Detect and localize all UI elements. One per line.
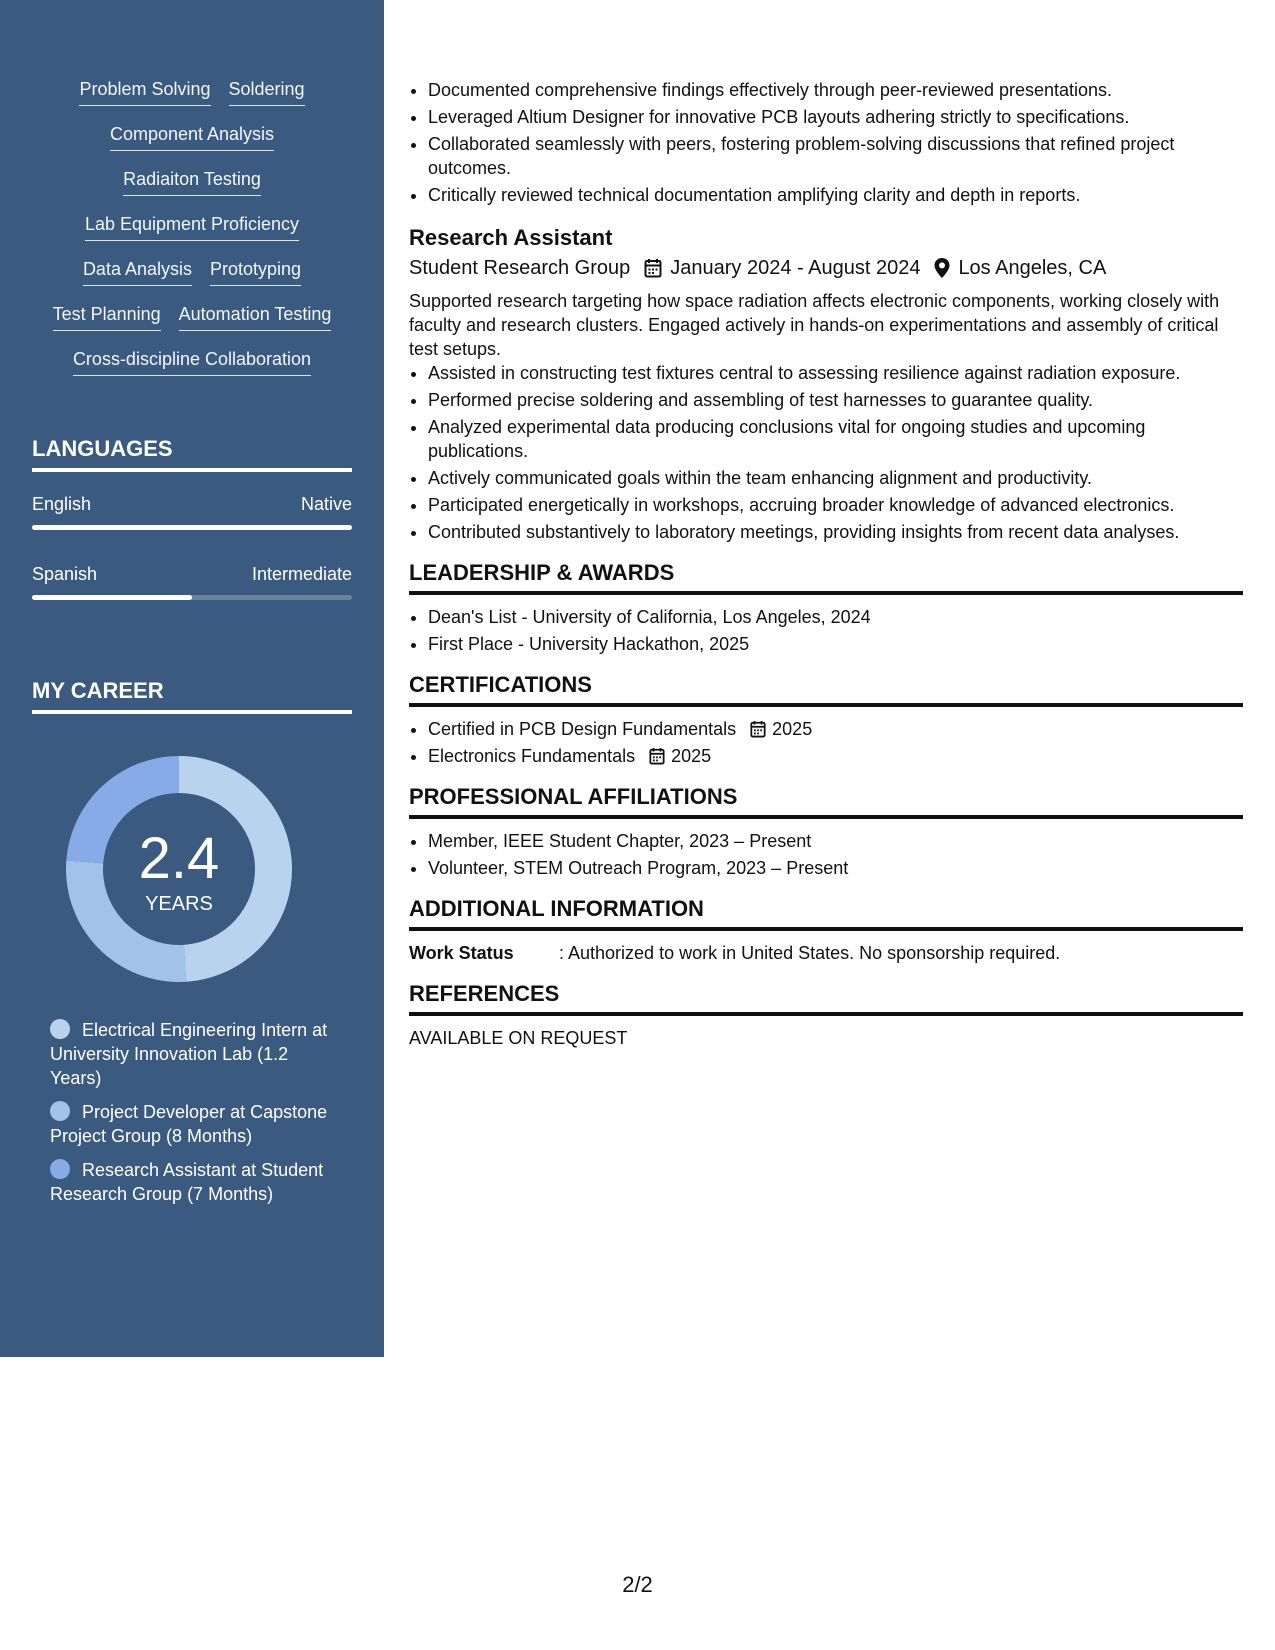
skill-row — [0, 213, 384, 241]
certification-year: 2025 — [772, 719, 813, 739]
calendar-icon — [644, 258, 662, 278]
language-name: Spanish — [32, 564, 98, 584]
job-company: Student Research Group — [409, 257, 631, 279]
language-bar — [32, 595, 352, 600]
languages-heading: LANGUAGES — [32, 436, 352, 472]
skill-row — [0, 348, 384, 376]
job-bullets — [409, 361, 1243, 544]
references-heading: REFERENCES — [409, 979, 1243, 1016]
location-pin-icon — [934, 258, 950, 278]
job-title: Research Assistant — [409, 225, 613, 250]
affiliation-item: • Volunteer, STEM Outreach Program, 2023 – Present — [428, 856, 1243, 880]
career-legend-label: Electrical Engineering Intern at University Innovation Lab (1.2 Years) — [50, 1020, 328, 1088]
calendar-icon — [750, 720, 766, 738]
job-location: Los Angeles, CA — [958, 257, 1107, 279]
skill-tag: Test Planning — [53, 303, 161, 331]
language-level: Intermediate — [251, 564, 352, 584]
language-bar — [32, 525, 352, 530]
career-legend-item — [50, 1158, 340, 1206]
skills-list — [0, 78, 384, 393]
language-bar-fill — [32, 595, 192, 600]
skill-tag: Automation Testing — [179, 303, 332, 331]
certification-item — [428, 744, 1243, 768]
sidebar — [0, 0, 384, 1357]
skill-row — [0, 123, 384, 151]
career-legend-label: Project Developer at Capstone Project Group (8 Months) — [50, 1102, 328, 1146]
prev-job-bullets — [409, 78, 1243, 207]
award-item: • First Place - University Hackathon, 2025 — [428, 632, 1243, 656]
skill-tag: Soldering — [229, 78, 305, 106]
work-status-row — [409, 941, 1243, 965]
awards-heading: LEADERSHIP & AWARDS — [409, 558, 1243, 595]
legend-dot-icon — [50, 1101, 70, 1121]
legend-dot-icon — [50, 1159, 70, 1179]
career-donut-chart — [66, 756, 292, 982]
skill-tag: Data Analysis — [83, 258, 192, 286]
career-total-unit: YEARS — [145, 893, 213, 915]
legend-dot-icon — [50, 1019, 70, 1039]
additional-info-heading: ADDITIONAL INFORMATION — [409, 894, 1243, 931]
bullet-item: • Leveraged Altium Designer for innovative PCB layouts adhering strictly to specifications. — [428, 105, 1243, 129]
language-item — [32, 564, 352, 600]
language-item — [32, 494, 352, 530]
bullet-item: • Contributed substantively to laboratory meetings, providing insights from recent data analyses. — [428, 520, 1243, 544]
affiliations-heading: PROFESSIONAL AFFILIATIONS — [409, 782, 1243, 819]
language-bar-fill — [32, 525, 352, 530]
bullet-item: • Actively communicated goals within the team enhancing alignment and productivity. — [428, 466, 1243, 490]
calendar-icon — [649, 747, 665, 765]
career-legend-label: Research Assistant at Student Research Group (7 Months) — [50, 1160, 324, 1204]
bullet-item: • Performed precise soldering and assembling of test harnesses to guarantee quality. — [428, 388, 1243, 412]
certification-year: 2025 — [671, 746, 712, 766]
job-meta — [409, 253, 1243, 283]
career-legend-item — [50, 1018, 340, 1090]
bullet-item: • Documented comprehensive findings effectively through peer-reviewed presentations. — [428, 78, 1243, 102]
work-status-value: : Authorized to work in United States. No sponsorship required. — [559, 943, 1061, 963]
career-legend — [50, 1018, 340, 1216]
job-dates: January 2024 - August 2024 — [670, 257, 921, 279]
skill-tag: Radiaiton Testing — [123, 168, 261, 196]
bullet-item: • Analyzed experimental data producing conclusions vital for ongoing studies and upcoming publications. — [428, 415, 1243, 463]
career-legend-item — [50, 1100, 340, 1148]
skill-tag: Problem Solving — [79, 78, 210, 106]
bullet-item: • Assisted in constructing test fixtures central to assessing resilience against radiation exposure. — [428, 361, 1243, 385]
certification-name: • Electronics Fundamentals — [428, 746, 636, 766]
skill-tag: Component Analysis — [110, 123, 274, 151]
page-number: 2/2 — [622, 1572, 653, 1597]
skill-row — [0, 78, 384, 106]
skill-row — [0, 303, 384, 331]
career-heading: MY CAREER — [32, 678, 352, 714]
references-text: AVAILABLE ON REQUEST — [409, 1028, 628, 1048]
skill-row — [0, 168, 384, 196]
certification-name: • Certified in PCB Design Fundamentals — [428, 719, 737, 739]
skill-tag: Cross-discipline Collaboration — [73, 348, 311, 376]
affiliation-item: • Member, IEEE Student Chapter, 2023 – Present — [428, 829, 1243, 853]
skill-tag: Lab Equipment Proficiency — [85, 213, 299, 241]
skill-tag: Prototyping — [210, 258, 301, 286]
awards-list — [409, 605, 1243, 656]
bullet-item: • Critically reviewed technical documentation amplifying clarity and depth in reports. — [428, 183, 1243, 207]
certifications-list — [409, 717, 1243, 768]
job-description: Supported research targeting how space radiation affects electronic components, working closely with faculty and research clusters. Engaged actively in hands-on experimentations and assembly of critical test setups. — [409, 291, 1220, 359]
language-name: English — [32, 494, 92, 514]
bullet-item: • Collaborated seamlessly with peers, fostering problem-solving discussions that refined project outcomes. — [428, 132, 1243, 180]
certifications-heading: CERTIFICATIONS — [409, 670, 1243, 707]
career-total-value: 2.4 — [138, 826, 220, 891]
main-content — [409, 78, 1243, 1050]
certification-item — [428, 717, 1243, 741]
award-item: • Dean's List - University of California, Los Angeles, 2024 — [428, 605, 1243, 629]
language-level: Native — [300, 494, 352, 514]
skill-row — [0, 258, 384, 286]
work-status-label: Work Status — [409, 943, 514, 963]
affiliations-list — [409, 829, 1243, 880]
bullet-item: • Participated energetically in workshops, accruing broader knowledge of advanced electronics. — [428, 493, 1243, 517]
